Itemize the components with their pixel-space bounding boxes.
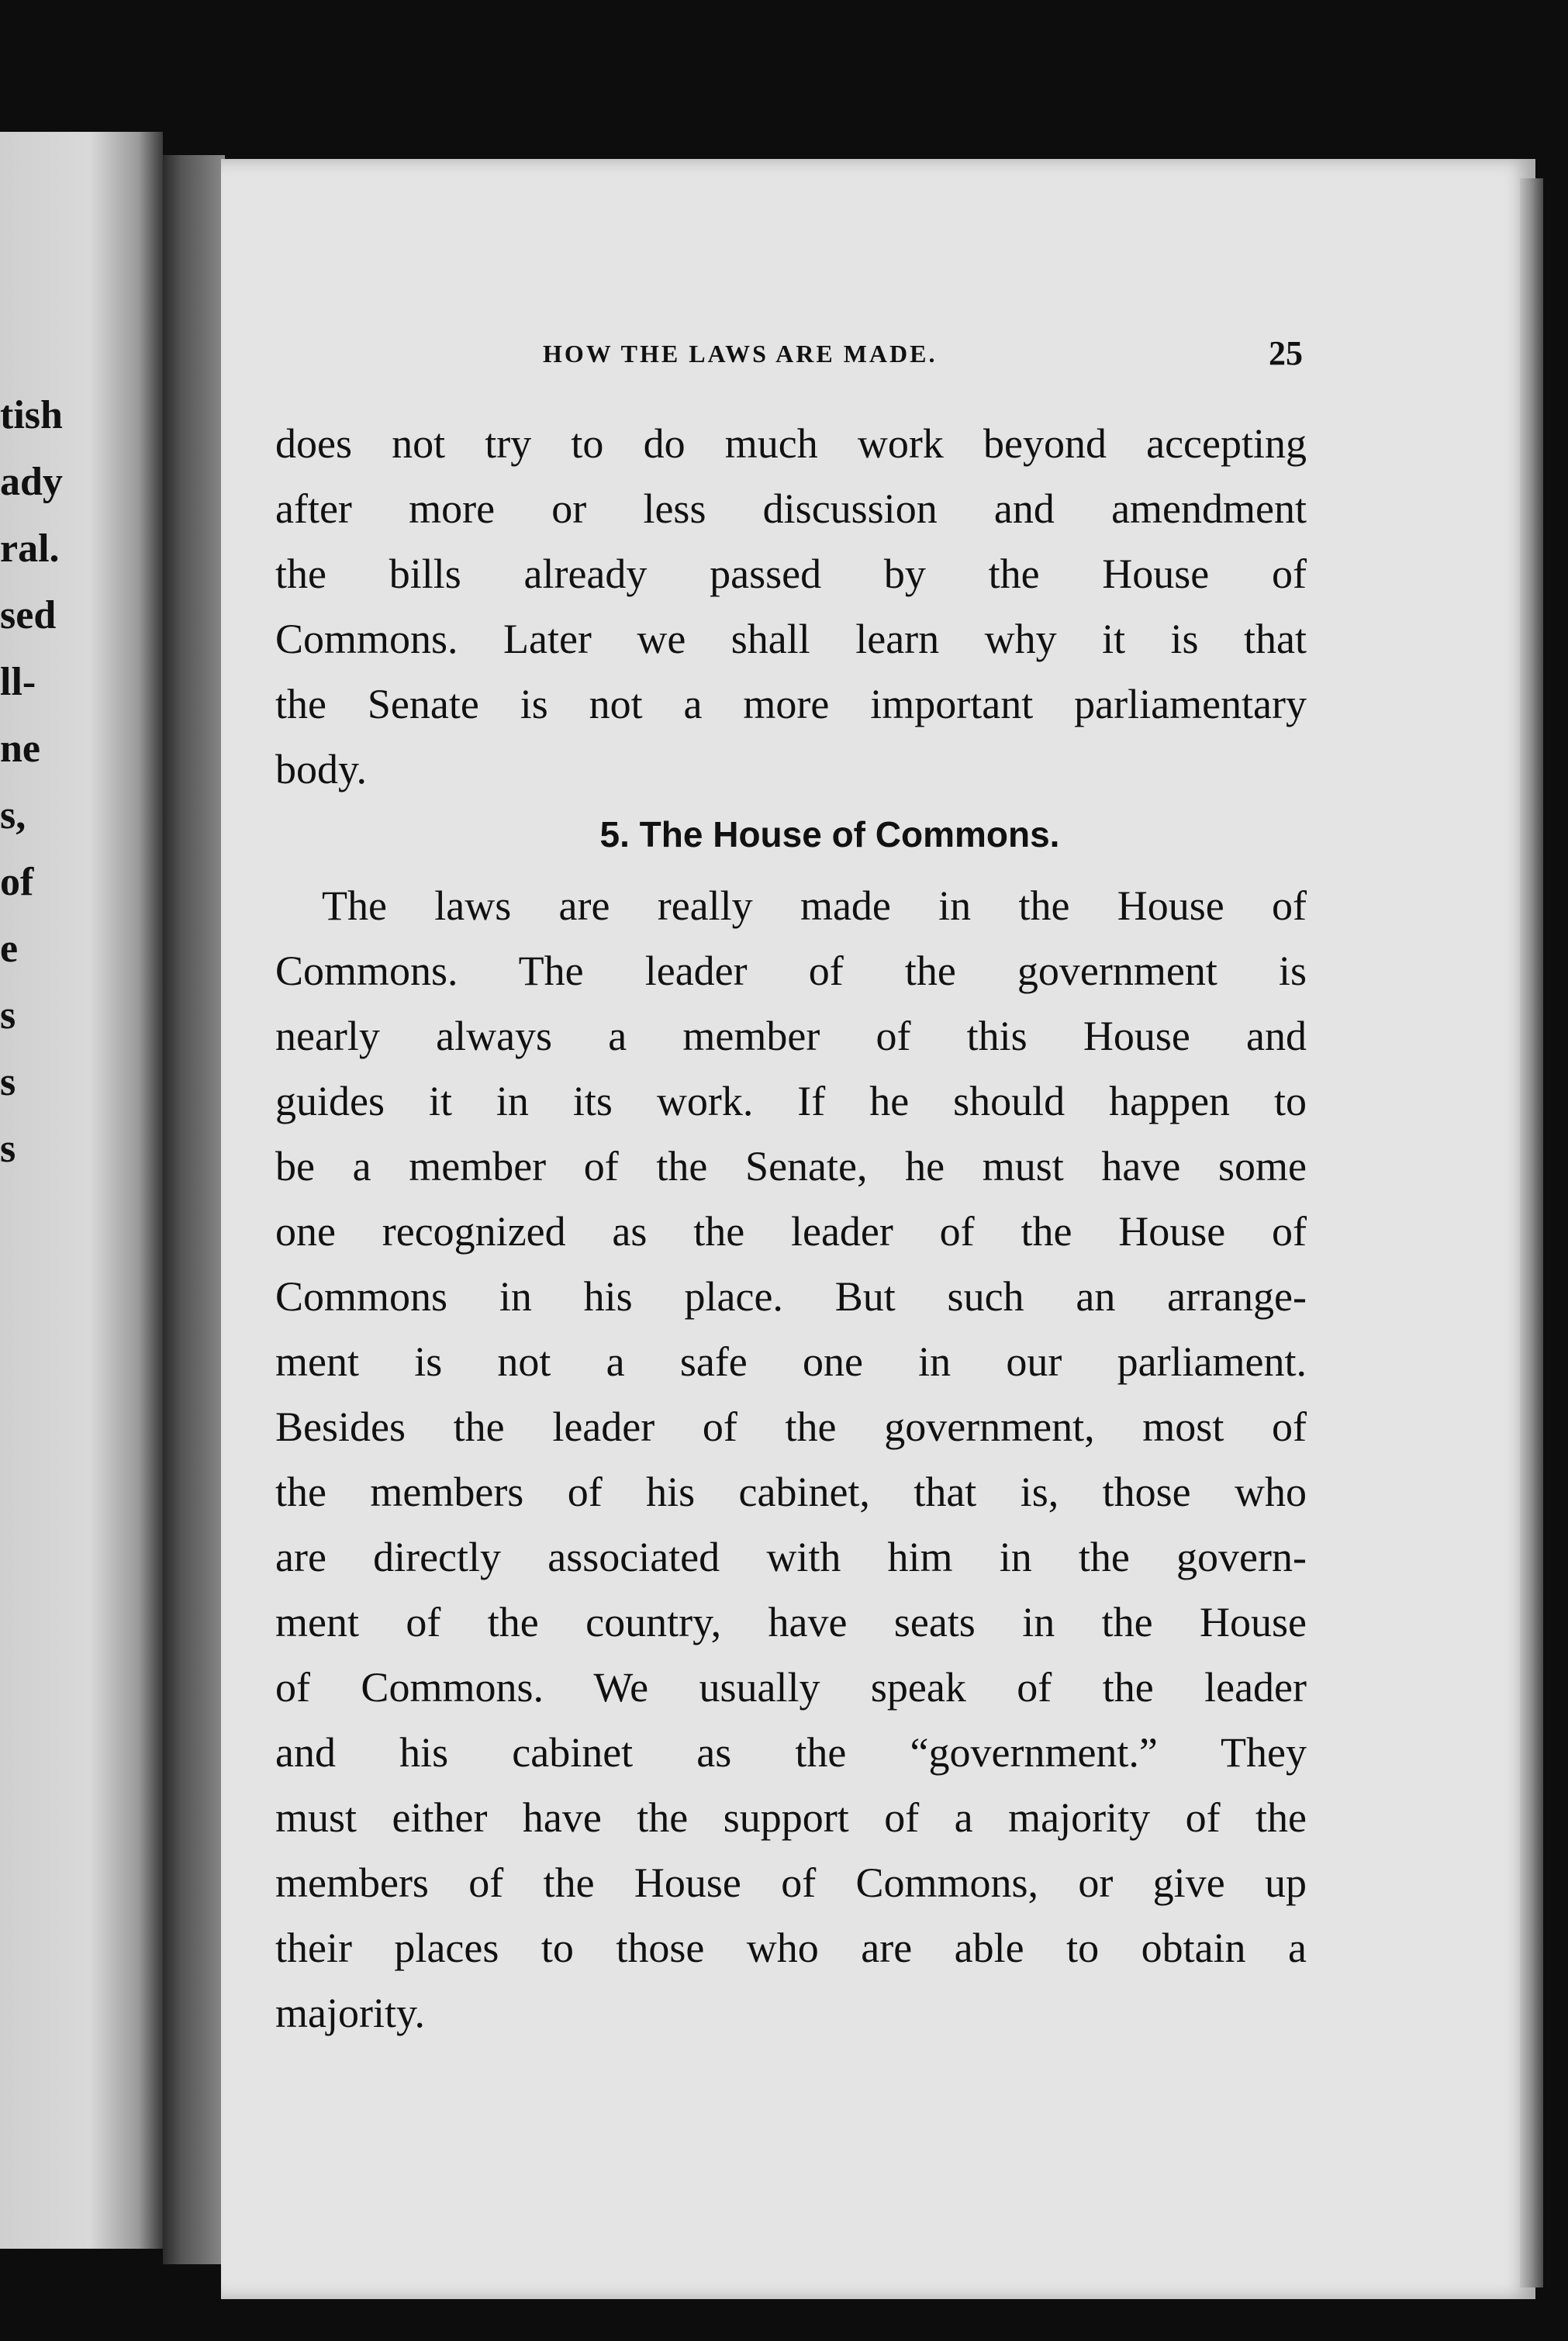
text-line: majority.	[275, 1990, 425, 2036]
text-line: members of the House of Commons, or give up	[275, 1859, 1307, 1906]
left-page-edge	[0, 132, 163, 2249]
text-line: the members of his cabinet, that is, those who	[275, 1469, 1307, 1515]
left-page-fragment: ral.	[0, 527, 60, 571]
paragraph	[275, 411, 1307, 802]
running-head	[275, 333, 1303, 380]
text-line: are directly associated with him in the govern-	[275, 1534, 1307, 1580]
paragraph	[275, 873, 1307, 2046]
text-line: after more or less discussion and amendment	[275, 485, 1307, 532]
left-page-fragment: tish	[0, 393, 63, 437]
section-heading: 5. The House of Commons.	[599, 814, 1060, 855]
text-line: must either have the support of a majority of the	[275, 1794, 1307, 1841]
text-line: Commons. The leader of the government is	[275, 948, 1307, 994]
left-page-fragment: sed	[0, 593, 57, 637]
text-line: the bills already passed by the House of	[275, 551, 1307, 597]
left-page-fragment: s,	[0, 793, 26, 837]
text-line: of Commons. We usually speak of the leader	[275, 1664, 1307, 1711]
left-page-fragment: e	[0, 927, 19, 971]
text-line: ment is not a safe one in our parliament.	[275, 1338, 1307, 1385]
page-edge-shadow	[1520, 178, 1543, 2287]
left-page-fragment: ady	[0, 460, 63, 504]
text-line: does not try to do much work beyond accepting	[275, 420, 1307, 467]
text-line: The laws are really made in the House of	[322, 882, 1307, 929]
text-line: one recognized as the leader of the House of	[275, 1208, 1307, 1255]
text-line: Commons in his place. But such an arrange-	[275, 1273, 1307, 1320]
text-line: nearly always a member of this House and	[275, 1013, 1307, 1059]
text-line: Besides the leader of the government, most of	[275, 1404, 1307, 1450]
left-page-fragment: ne	[0, 727, 40, 771]
left-page-fragment: of	[0, 860, 34, 904]
left-page-fragment: s	[0, 1060, 16, 1104]
text-line: guides it in its work. If he should happen to	[275, 1078, 1307, 1124]
text-line: be a member of the Senate, he must have some	[275, 1143, 1307, 1189]
left-page-fragment: s	[0, 993, 16, 1038]
text-line: Commons. Later we shall learn why it is that	[275, 616, 1307, 662]
left-page-fragment: s	[0, 1127, 16, 1171]
page-number: 25	[1269, 334, 1303, 372]
book-gutter	[163, 155, 225, 2264]
page-body	[275, 411, 1307, 2046]
text-line: body.	[275, 746, 367, 792]
text-line: and his cabinet as the “government.” They	[275, 1729, 1307, 1776]
left-page-fragment: ll-	[0, 660, 36, 704]
text-line: ment of the country, have seats in the House	[275, 1599, 1307, 1645]
running-title: HOW THE LAWS ARE MADE.	[543, 340, 938, 368]
text-line: their places to those who are able to obtain a	[275, 1925, 1307, 1971]
text-line: the Senate is not a more important parliamentary	[275, 681, 1307, 727]
